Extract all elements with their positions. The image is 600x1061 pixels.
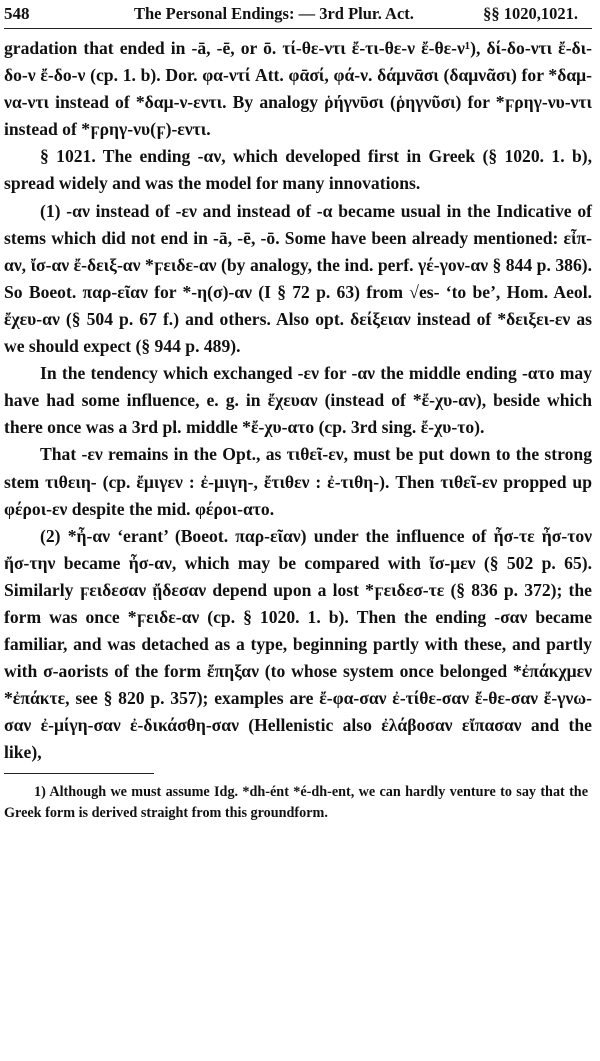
paragraph-point-1: (1) -αν instead of -εν and instead of -α became usual in the Indicative of stems which did not end in -ā, -ē, -ō. Some have been already mentioned: εἶπ-αν, ἴσ-αν ἔ-δειξ-αν *ϝειδε-αν (by analogy, the ind. perf. γέ-γον-αν § 844 p. 386). So Boeot. παρ-εῖαν for *-η(σ)-αν (I § 72 p. 63) from √es- ‘to be’, Hom. Aeol. ἔχευ-αν (§ 504 p. 67 f.) and others. Also opt. δείξειαν instead of *δειξει-εν as we should expect (§ 944 p. 489). <box>4 200 592 357</box>
paragraph-continuation: gradation that ended in -ā, -ē, or ō. τί-θε-ντι ἔ-τι-θε-ν ἔ-θε-ν¹), δί-δο-ντι ἔ-δι-δο-ν ἔ-δο-ν (cp. 1. b). Dor. φα-ντί Att. φᾱσί, φά-ν. δάμνᾱσι (δαμνᾶσι) for *δαμ-να-ντι instead of *δαμ-ν-εντι. By analogy ῥήγνῡσι (ῥηγνῦσι) for *ϝρηγ-νυ-ντι instead of *ϝρηγ-νυ(ϝ)-εντι. <box>4 38 592 140</box>
paragraph-point-2: (2) *ἦ-αν ‘erant’ (Boeot. παρ-εῖαν) under the influence of ἦσ-τε ἦσ-τον ἤσ-την became ἦσ-αν, which may be compared with ἴσ-μεν (§ 502 p. 65). Similarly ϝειδεσαν ᾔδεσαν depend upon a lost *ϝειδεσ-τε (§ 836 p. 372); the form was once *ϝειδε-αν (cp. § 1020. 1. b). Then the ending -σαν became familiar, and was detached as a type, beginning partly with these, and partly with σ-aorists of the form ἔπηξαν (to whose system once belonged *ἐπάκχμεν *ἐπάκτε, see § 820 p. 357); examples are ἔ-φα-σαν ἐ-τίθε-σαν ἔ-θε-σαν ἔ-γνω-σαν ἐ-μίγη-σαν ἐ-δικάσθη-σαν (Hellenistic also ἐλάβοσαν εἴπασαν and the like), <box>4 525 592 763</box>
paragraph-section-1021: § 1021. The ending -αν, which developed first in Greek (§ 1020. 1. b), spread widely and was the model for many innovations. <box>4 146 592 194</box>
running-title: The Personal Endings: — 3rd Plur. Act. <box>134 4 414 23</box>
page-number: 548 <box>4 4 30 23</box>
paragraph-tendency: In the tendency which exchanged -εν for -αν the middle ending -ατο may have had some influence, e. g. in ἔχευαν (instead of *ἔ-χυ-αν), beside which there once was a 3rd pl. middle *ἔ-χυ-ατο (cp. 3rd sing. ἔ-χυ-το). <box>4 363 592 438</box>
main-text <box>4 35 592 767</box>
running-header <box>4 2 592 29</box>
footnote: 1) Although we must assume Idg. *dh-ént *é-dh-ent, we can hardly venture to say that the Greek form is derived straight from this groundform. <box>4 783 588 822</box>
footnote-divider <box>4 773 154 774</box>
paragraph-opt-ev: That -εν remains in the Opt., as τιθεῖ-εν, must be put down to the strong stem τιθειη- (cp. ἔμιγεν : ἐ-μιγη-, ἔτιθεν : ἐ-τιθη-). Then τιθεῖ-εν propped up φέροι-εν despite the mid. φέροι-ατο. <box>4 444 592 519</box>
section-range: §§ 1020,1021. <box>483 4 578 23</box>
